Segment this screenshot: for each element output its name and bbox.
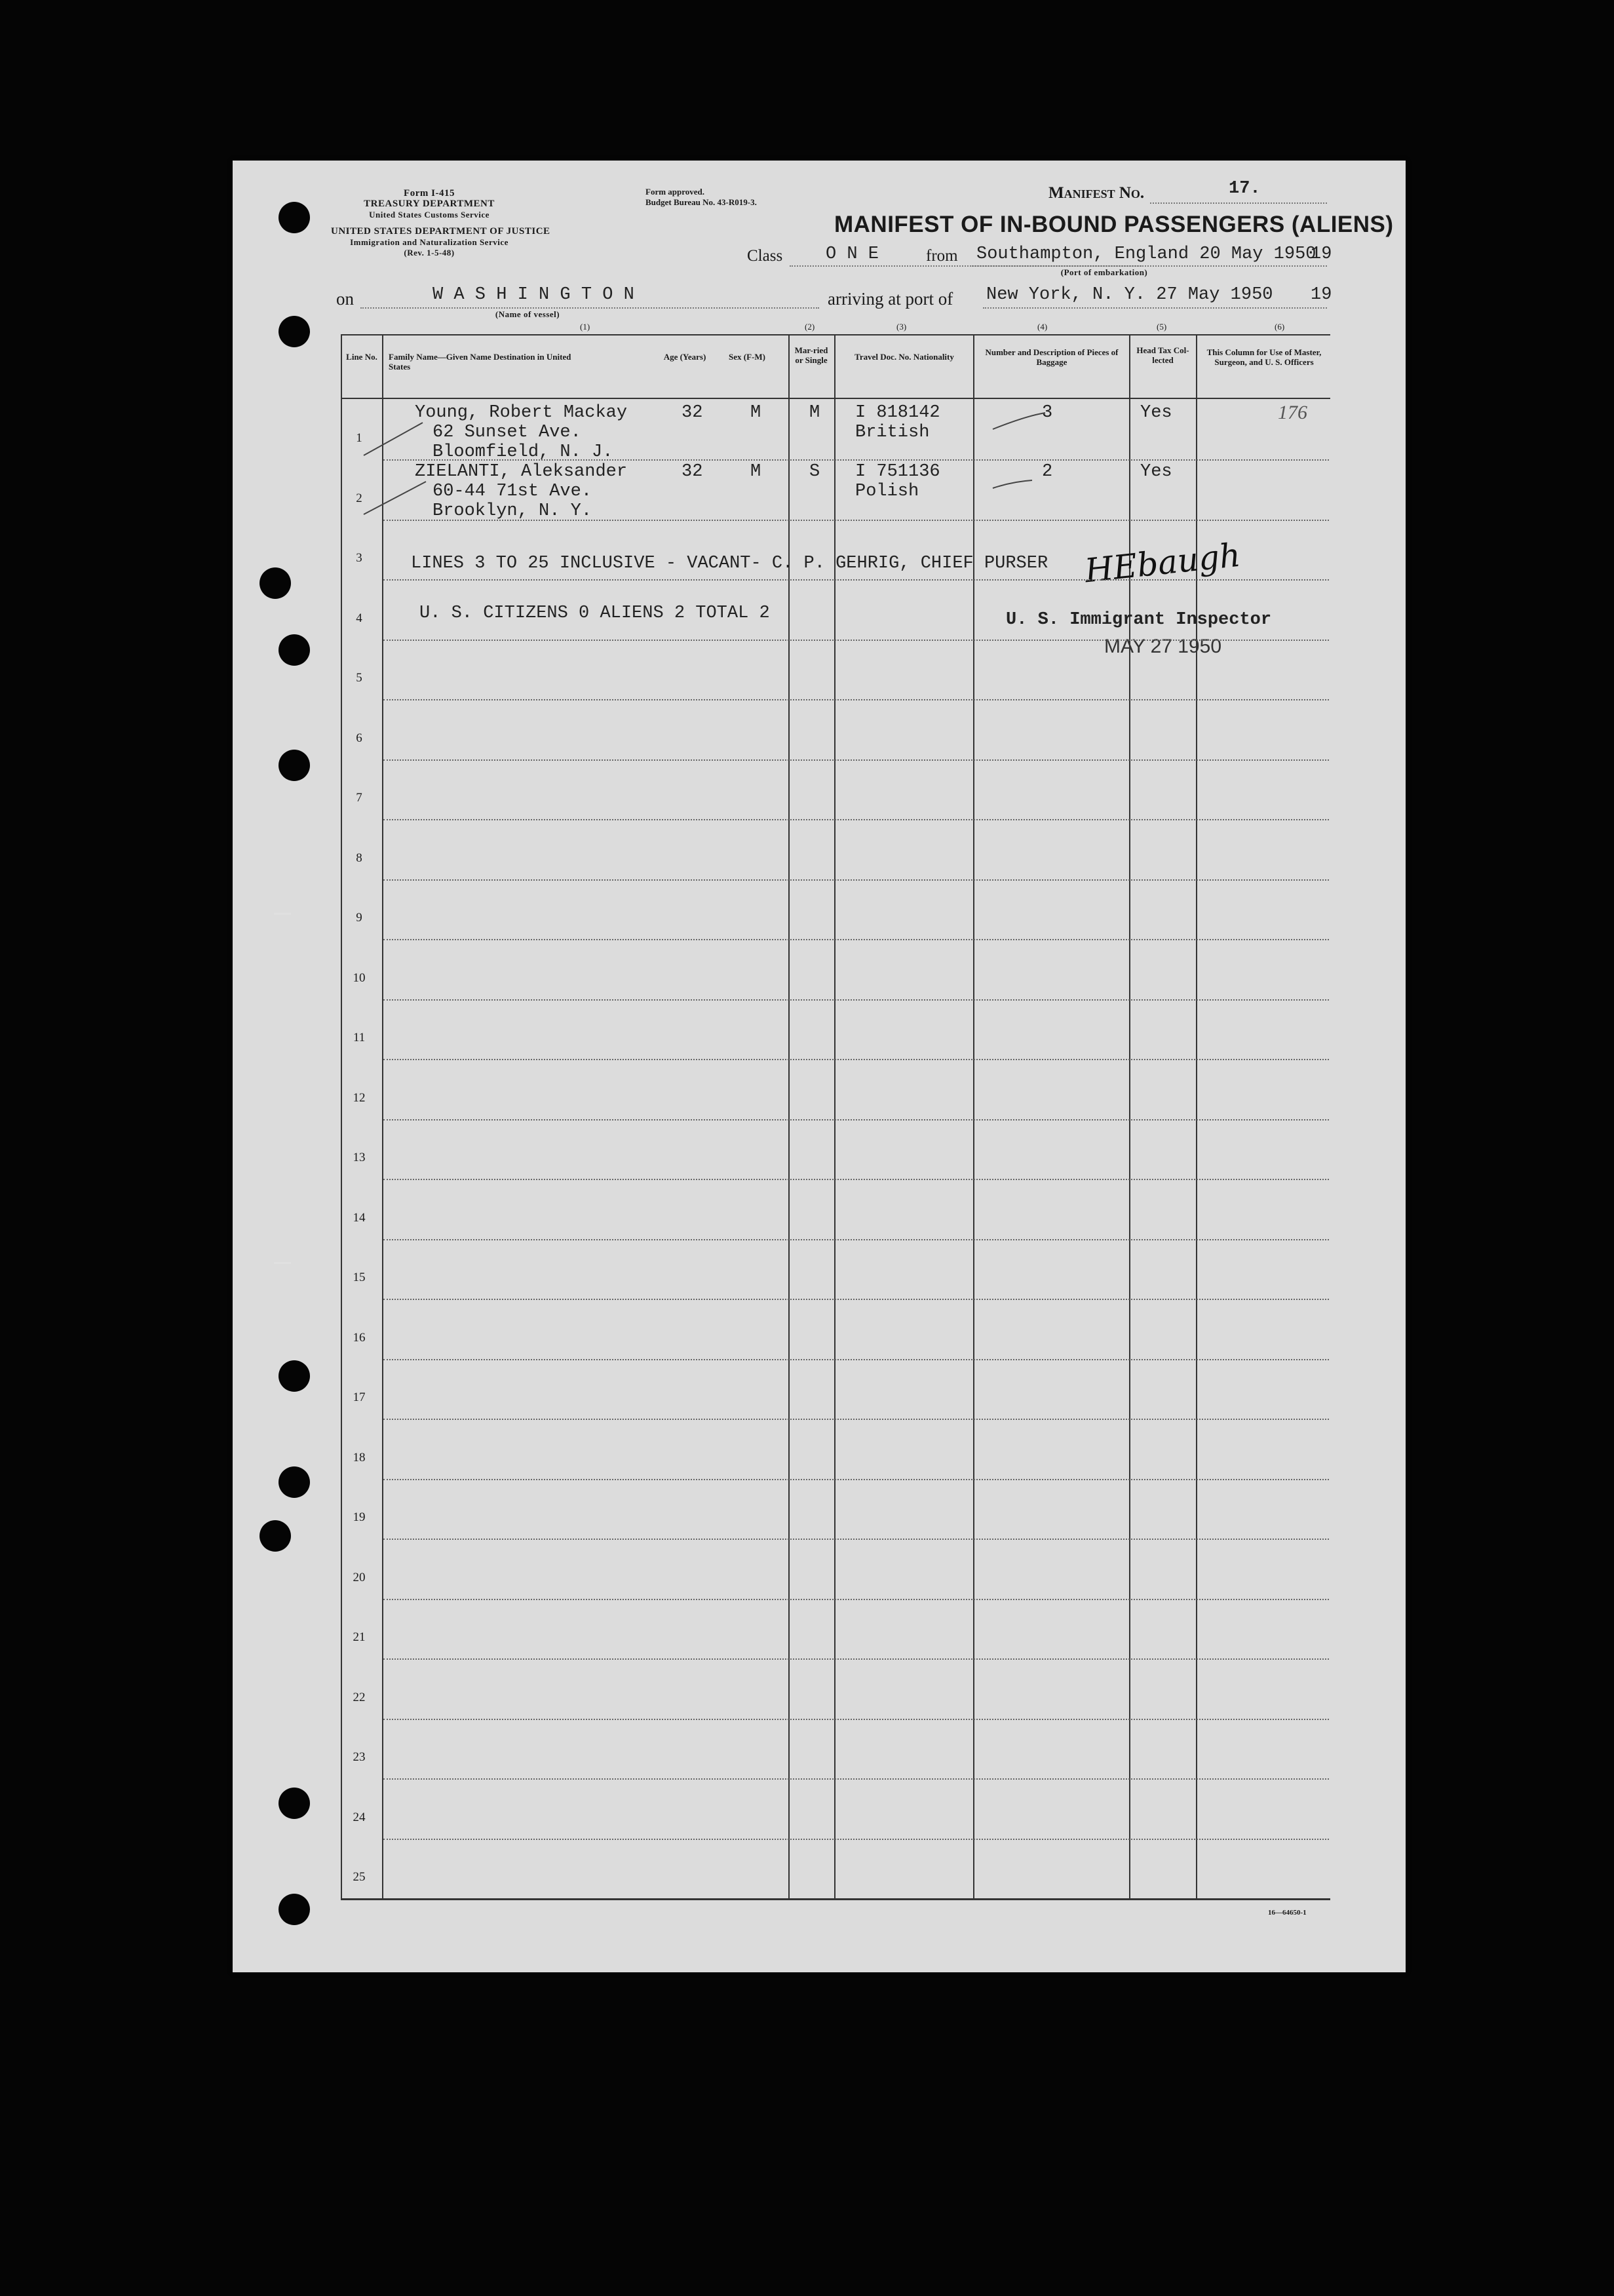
header-married: Mar-ried or Single: [794, 345, 828, 365]
passenger-1-nationality: British: [855, 423, 930, 442]
edge-tick-mark: [274, 913, 291, 915]
col-divider-line: [382, 334, 383, 1900]
row-divider: [383, 1719, 1329, 1720]
passenger-2-baggage: 2: [1042, 462, 1053, 482]
vessel-caption: (Name of vessel): [495, 309, 560, 319]
passenger-1-officer-note: 176: [1278, 402, 1307, 423]
col-num-6: (6): [1275, 322, 1285, 332]
form-approved: Form approved.: [645, 187, 705, 197]
table-top-rule: [341, 334, 1330, 335]
row-divider: [383, 1658, 1329, 1660]
manifest-label: Manifest No.: [1048, 184, 1145, 202]
line-number: 22: [353, 1690, 366, 1704]
line-number: 17: [353, 1390, 366, 1404]
passenger-1-sex: M: [750, 403, 761, 423]
from-label: from: [926, 247, 958, 265]
row-divider: [383, 1179, 1329, 1180]
passenger-1-name: Young, Robert Mackay: [415, 403, 628, 423]
vacant-lines-note: LINES 3 TO 25 INCLUSIVE - VACANT- C. P. GEHRIG, CHIEF PURSER: [411, 554, 1048, 573]
line-number: 6: [356, 731, 362, 745]
line-number: 11: [353, 1031, 366, 1044]
customs-service: United States Customs Service: [369, 210, 490, 220]
naturalization-service: Immigration and Naturalization Service: [350, 237, 509, 247]
port-embarkation-caption: (Port of embarkation): [1060, 267, 1148, 277]
row-divider: [383, 1119, 1329, 1120]
binder-hole: [279, 1894, 310, 1925]
line-number: 5: [356, 671, 362, 685]
row-divider: [383, 1359, 1329, 1360]
row-divider: [383, 520, 1329, 521]
manifest-page: [233, 161, 1406, 1972]
passenger-1-travel-doc: I 818142: [855, 403, 940, 423]
binder-hole: [279, 1360, 310, 1392]
inspector-signature: HEbaugh: [1083, 535, 1242, 590]
arrival-year-suffix: 19: [1311, 285, 1332, 305]
passenger-2-address-street: 60-44 71st Ave.: [432, 482, 592, 501]
line-number: 16: [353, 1330, 366, 1345]
arrival-value: New York, N. Y. 27 May 1950: [986, 285, 1273, 305]
line-number: 15: [353, 1271, 366, 1284]
row-divider: [383, 1479, 1329, 1480]
arrival-line: [983, 307, 1327, 309]
passenger-1-marital: M: [809, 403, 820, 423]
binder-hole: [279, 316, 310, 347]
table-header-rule: [341, 398, 1330, 399]
line-number: 14: [353, 1210, 366, 1225]
justice-department: UNITED STATES DEPARTMENT OF JUSTICE: [331, 226, 550, 237]
row-divider: [383, 459, 1329, 461]
line-number: 20: [353, 1570, 366, 1584]
on-label: on: [336, 289, 354, 309]
date-stamp: MAY 27 1950: [1104, 636, 1222, 657]
row-divider: [383, 1419, 1329, 1420]
passenger-2-marital: S: [809, 462, 820, 482]
passenger-2-address-city: Brooklyn, N. Y.: [432, 501, 592, 521]
line-number: 4: [356, 611, 362, 625]
line-number: 7: [356, 791, 362, 805]
vessel-name: W A S H I N G T O N: [432, 285, 634, 305]
col-num-5: (5): [1157, 322, 1167, 332]
header-travel-doc: Travel Doc. No. Nationality: [855, 352, 954, 362]
line-number: 24: [353, 1810, 366, 1824]
header-head-tax: Head Tax Col-lected: [1136, 345, 1189, 365]
row-divider: [383, 1059, 1329, 1060]
passenger-2-nationality: Polish: [855, 482, 919, 501]
col-num-1: (1): [580, 322, 590, 332]
passenger-1-age: 32: [682, 403, 703, 423]
binder-hole: [279, 1466, 310, 1498]
passenger-2-head-tax: Yes: [1140, 462, 1172, 482]
line-number: 1: [356, 431, 362, 445]
passenger-2-age: 32: [682, 462, 703, 482]
passenger-2-travel-doc: I 751136: [855, 462, 940, 482]
row-divider: [383, 1839, 1329, 1840]
header-name: Family Name—Given Name Destination in United States: [389, 352, 571, 372]
header-line-no: Line No.: [346, 352, 377, 362]
passenger-1-address-city: Bloomfield, N. J.: [432, 442, 613, 462]
line-number: 8: [356, 851, 362, 865]
row-divider: [383, 939, 1329, 940]
passenger-2-name: ZIELANTI, Aleksander: [415, 462, 628, 482]
header-baggage: Number and Description of Pieces of Baggage: [985, 347, 1119, 367]
col-num-3: (3): [896, 322, 907, 332]
binder-hole: [259, 1520, 291, 1552]
form-number: Form I-415: [404, 188, 455, 199]
inspector-title: U. S. Immigrant Inspector: [1006, 610, 1272, 630]
row-divider: [383, 759, 1329, 761]
line-number: 13: [353, 1151, 366, 1164]
line-number: 19: [353, 1510, 366, 1524]
binder-hole: [279, 634, 310, 666]
row-divider: [383, 640, 1329, 641]
revision-date: (Rev. 1-5-48): [404, 248, 455, 258]
table-left-border: [341, 334, 342, 1900]
line-number: 23: [353, 1750, 366, 1764]
manifest-number: 17.: [1229, 179, 1261, 199]
line-number: 2: [356, 491, 362, 505]
line-number: 9: [356, 911, 362, 925]
passenger-2-sex: M: [750, 462, 761, 482]
line-number: 12: [353, 1090, 366, 1105]
table-bottom-rule: [341, 1898, 1330, 1900]
manifest-no-line: [1150, 202, 1327, 204]
row-divider: [383, 699, 1329, 700]
row-divider: [383, 1539, 1329, 1540]
col-num-2: (2): [805, 322, 815, 332]
passenger-1-address-street: 62 Sunset Ave.: [432, 423, 581, 442]
arriving-label: arriving at port of: [828, 289, 953, 309]
row-divider: [383, 1239, 1329, 1240]
binder-hole: [279, 1788, 310, 1819]
row-divider: [383, 1599, 1329, 1600]
class-label: Class: [747, 247, 783, 265]
from-year-suffix: 19: [1311, 244, 1332, 264]
passenger-1-head-tax: Yes: [1140, 403, 1172, 423]
row-divider: [383, 819, 1329, 820]
pencil-check-marks: [337, 403, 1157, 534]
line-number: 3: [356, 551, 362, 565]
row-divider: [383, 1778, 1329, 1780]
row-divider: [383, 579, 1329, 581]
passenger-1-baggage: 3: [1042, 403, 1053, 423]
row-divider: [383, 879, 1329, 881]
line-number: 10: [353, 970, 366, 985]
from-value: Southampton, England 20 May 1950: [976, 244, 1316, 264]
edge-tick-mark: [274, 1262, 291, 1264]
treasury-department: TREASURY DEPARTMENT: [364, 199, 495, 209]
col-num-4: (4): [1037, 322, 1048, 332]
totals-note: U. S. CITIZENS 0 ALIENS 2 TOTAL 2: [419, 603, 770, 623]
header-sex: Sex (F-M): [729, 352, 765, 362]
footer-code: 16—64650-1: [1268, 1909, 1307, 1917]
header-officers-use: This Column for Use of Master, Surgeon, and U. S. Officers: [1206, 347, 1322, 367]
line-number: 18: [353, 1450, 366, 1464]
binder-hole: [259, 567, 291, 599]
page-title: MANIFEST OF IN-BOUND PASSENGERS (ALIENS): [834, 212, 1394, 237]
row-divider: [383, 999, 1329, 1001]
header-age: Age (Years): [663, 352, 706, 362]
binder-hole: [279, 202, 310, 233]
class-value: O N E: [826, 244, 879, 264]
line-number: 21: [353, 1630, 366, 1644]
row-divider: [383, 1299, 1329, 1300]
binder-hole: [279, 750, 310, 781]
budget-bureau: Budget Bureau No. 43-R019-3.: [645, 197, 757, 207]
line-number: 25: [353, 1870, 366, 1884]
